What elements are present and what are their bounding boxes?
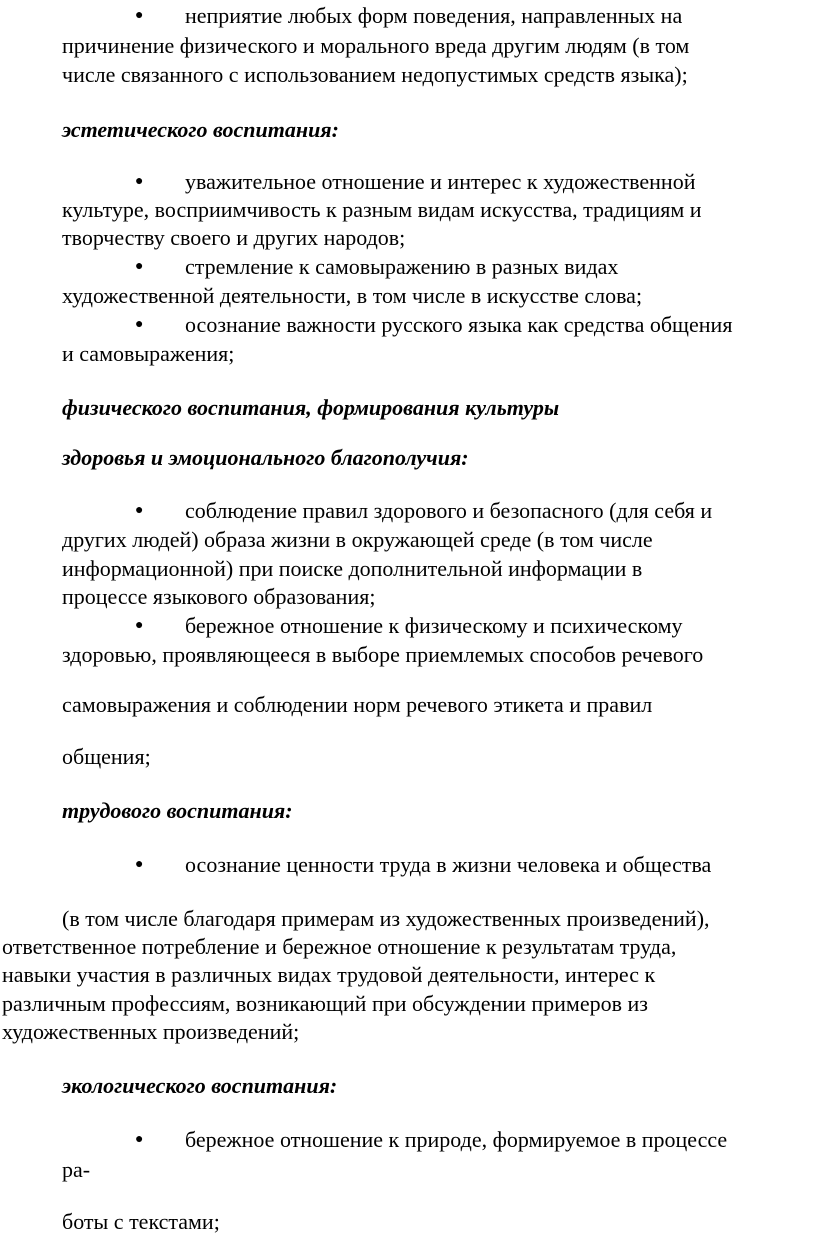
bullet-item-text: осознание ценности труда в жизни человека и общества [185, 852, 712, 877]
paragraph-line: самовыражения и соблюдении норм речевого этикета и правил [62, 692, 653, 717]
section-heading-physical-cont: здоровья и эмоционального благополучия: [62, 445, 469, 470]
paragraph-line: причинение физического и морального вреда другим людям (в том [62, 33, 690, 58]
paragraph-line: общения; [62, 744, 151, 769]
bullet-item-text: осознание важности русского языка как средства общения [185, 312, 733, 337]
section-heading-labor: трудового воспитания: [62, 798, 293, 823]
paragraph-line: (в том числе благодаря примерам из художественных произведений), [62, 906, 710, 931]
bullet-item-text: стремление к самовыражению в разных видах [185, 254, 619, 279]
paragraph-line: различным профессиям, возникающий при обсуждении примеров из [2, 991, 648, 1016]
paragraph-line: числе связанного с использованием недопустимых средств языка); [62, 62, 688, 87]
bullet-icon: ● [135, 8, 144, 23]
bullet-icon: ● [135, 618, 144, 633]
paragraph-line: художественных произведений; [2, 1019, 300, 1044]
paragraph-line: навыки участия в различных видах трудовой деятельности, интерес к [2, 962, 656, 987]
bullet-item-text: неприятие любых форм поведения, направленных на [185, 3, 683, 28]
bullet-item-text: бережное отношение к природе, формируемое в процессе [185, 1127, 728, 1152]
paragraph-line: информационной) при поиске дополнительной информации в [62, 556, 643, 581]
bullet-icon: ● [135, 317, 144, 332]
bullet-item-text: уважительное отношение и интерес к художественной [185, 169, 696, 194]
section-heading-aesthetic: эстетического воспитания: [62, 117, 339, 142]
bullet-icon: ● [135, 174, 144, 189]
bullet-item-text: соблюдение правил здорового и безопасного (для себя и [185, 498, 713, 523]
bullet-icon: ● [135, 1132, 144, 1147]
section-heading-ecological: экологического воспитания: [62, 1073, 338, 1098]
paragraph-line: ра- [62, 1157, 91, 1182]
paragraph-line: ответственное потребление и бережное отношение к результатам труда, [2, 934, 677, 959]
bullet-item-text: бережное отношение к физическому и психическому [185, 613, 683, 638]
bullet-icon: ● [135, 503, 144, 518]
paragraph-line: боты с текстами; [62, 1209, 220, 1234]
paragraph-line: творчеству своего и других народов; [62, 225, 406, 250]
paragraph-line: и самовыражения; [62, 341, 235, 366]
paragraph-line: здоровью, проявляющееся в выборе приемлемых способов речевого [62, 642, 704, 667]
paragraph-line: художественной деятельности, в том числе в искусстве слова; [62, 283, 643, 308]
bullet-icon: ● [135, 259, 144, 274]
paragraph-line: процессе языкового образования; [62, 584, 376, 609]
paragraph-line: других людей) образа жизни в окружающей среде (в том числе [62, 527, 653, 552]
bullet-icon: ● [135, 857, 144, 872]
paragraph-line: культуре, восприимчивость к разным видам искусства, традициям и [62, 197, 702, 222]
section-heading-physical: физического воспитания, формирования культуры [62, 395, 560, 420]
